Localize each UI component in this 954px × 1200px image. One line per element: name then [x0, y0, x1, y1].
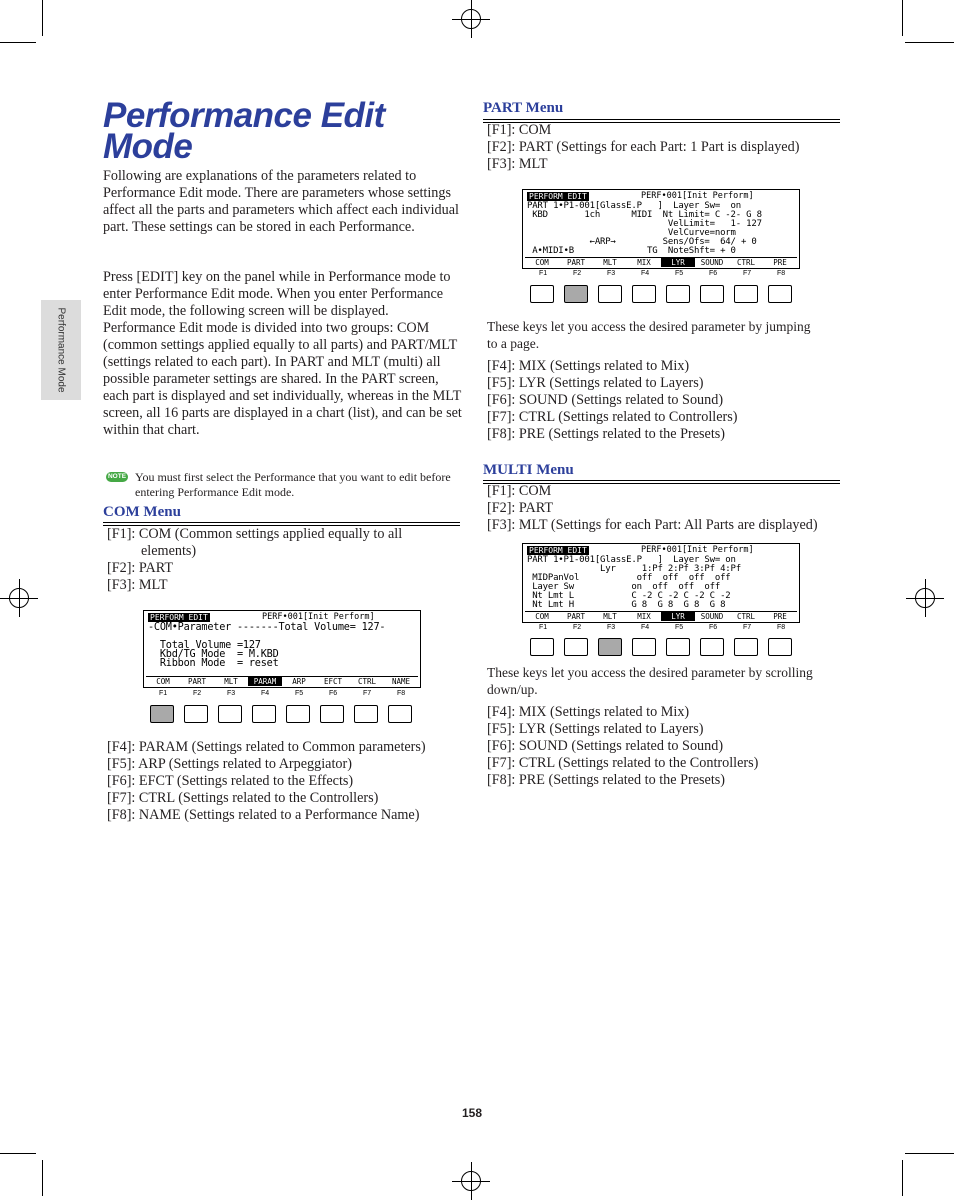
fkey-label: F7	[363, 690, 372, 697]
lcd-row: VelLimit= 1- 127	[527, 219, 762, 229]
list-item: [F4]: PARAM (Settings related to Common parameters)	[107, 739, 426, 755]
fkey-label: F7	[743, 270, 752, 277]
list-item: [F2]: PART	[107, 560, 174, 576]
lcd-row: Layer Sw on off off off	[527, 582, 721, 592]
f6-key[interactable]	[700, 638, 724, 656]
lcd-tab-bar	[525, 257, 797, 267]
f7-key[interactable]	[354, 705, 378, 723]
f5-key[interactable]	[666, 638, 690, 656]
crop-mark	[42, 0, 43, 36]
f3-key[interactable]	[218, 705, 242, 723]
multi-menu-list-top	[487, 483, 847, 534]
list-item: [F8]: PRE (Settings related to the Presets)	[487, 772, 726, 788]
lcd-tab-active: LYR	[661, 612, 695, 621]
f7-key[interactable]	[734, 638, 758, 656]
com-menu-list-top	[107, 526, 457, 594]
lcd-row: Nt Lmt L C -2 C -2 C -2 C -2	[527, 591, 731, 601]
list-item: [F3]: MLT	[487, 156, 548, 172]
list-item: [F8]: NAME (Settings related to a Performance Name)	[107, 807, 420, 823]
note-icon: NOTE	[107, 473, 127, 480]
page-number: 158	[462, 1106, 483, 1120]
list-item: [F1]: COM	[487, 122, 552, 138]
lcd-tab: CTRL	[357, 677, 377, 686]
lcd-tab: MIX	[637, 258, 651, 267]
crop-mark	[905, 42, 954, 43]
lcd-tab-active: PARAM	[248, 677, 282, 686]
f3-key[interactable]	[598, 285, 622, 303]
lcd-tab: COM	[156, 677, 170, 686]
registration-mark	[0, 579, 38, 617]
f8-key[interactable]	[768, 285, 792, 303]
lcd-tab: PRE	[773, 612, 787, 621]
list-item: [F2]: PART	[487, 500, 554, 516]
crop-mark	[0, 1153, 36, 1154]
lcd-row: ←ARP→ Sens/Ofs= 64/ + 0	[527, 237, 757, 247]
list-item: [F1]: COM (Common settings applied equally to all	[107, 526, 403, 542]
crop-mark	[905, 1153, 954, 1154]
f4-key[interactable]	[252, 705, 276, 723]
f8-key[interactable]	[768, 638, 792, 656]
lcd-tab: PART	[566, 258, 586, 267]
lcd-tab: PRE	[773, 258, 787, 267]
f1-key-pressed[interactable]	[150, 705, 174, 723]
f1-key[interactable]	[530, 638, 554, 656]
list-item: [F3]: MLT	[107, 577, 168, 593]
fkey-label: F3	[227, 690, 236, 697]
part-menu-list-top	[487, 122, 842, 173]
list-item: [F6]: SOUND (Settings related to Sound)	[487, 392, 724, 408]
list-item: [F4]: MIX (Settings related to Mix)	[487, 358, 690, 374]
lcd-header: PERFORM EDIT	[150, 613, 208, 622]
fkey-label: F8	[777, 624, 786, 631]
f4-key[interactable]	[632, 638, 656, 656]
lcd-row: -COM•Parameter -------Total Volume= 127-	[148, 622, 386, 633]
crop-mark	[0, 42, 36, 43]
registration-mark	[906, 579, 944, 617]
f7-key[interactable]	[734, 285, 758, 303]
fkey-label: F3	[607, 624, 616, 631]
part-menu-heading: PART Menu	[483, 100, 564, 116]
fkey-label: F2	[573, 624, 582, 631]
lcd-tab: MIX	[637, 612, 651, 621]
multi-menu-list-bottom	[487, 704, 842, 789]
list-item: elements)	[141, 543, 197, 559]
lcd-row: PART 1•P1-001[GlassE.P ] Layer Sw= on	[527, 201, 741, 211]
lcd-perf-name: PERF•001[Init Perform]	[262, 612, 375, 622]
fkey-label: F3	[607, 270, 616, 277]
list-item: [F3]: MLT (Settings for each Part: All Parts are displayed)	[487, 517, 818, 533]
list-item: [F7]: CTRL (Settings related to the Controllers)	[107, 790, 379, 806]
lcd-tab: MLT	[224, 677, 238, 686]
list-item: [F8]: PRE (Settings related to the Presets)	[487, 426, 726, 442]
fkey-label: F6	[329, 690, 338, 697]
list-item: [F6]: SOUND (Settings related to Sound)	[487, 738, 724, 754]
lcd-tab: CTRL	[736, 612, 756, 621]
fkey-label: F6	[709, 270, 718, 277]
lcd-header: PERFORM EDIT	[529, 192, 587, 201]
fkey-label: F5	[675, 624, 684, 631]
f2-key-pressed[interactable]	[564, 285, 588, 303]
part-menu-list-bottom	[487, 358, 842, 443]
page-title: Performance Edit Mode	[103, 96, 385, 166]
fkey-label: F8	[397, 690, 406, 697]
lcd-tab: MLT	[603, 612, 617, 621]
lcd-tab: ARP	[292, 677, 306, 686]
fkey-label: F4	[641, 624, 650, 631]
lcd-header: PERFORM EDIT	[529, 546, 587, 555]
list-item: [F5]: LYR (Settings related to Layers)	[487, 375, 704, 391]
lcd-tab-active: LYR	[661, 258, 695, 267]
multi-menu-heading: MULTI Menu	[483, 462, 574, 478]
multi-menu-caption: These keys let you access the desired parameter by scrolling down/up.	[487, 665, 813, 697]
fkey-label: F1	[539, 624, 548, 631]
list-item: [F5]: LYR (Settings related to Layers)	[487, 721, 704, 737]
com-menu-list-bottom	[107, 739, 467, 824]
lcd-tab-bar	[146, 676, 418, 686]
list-item: [F7]: CTRL (Settings related to the Controllers)	[487, 755, 759, 771]
list-item: [F2]: PART (Settings for each Part: 1 Part is displayed)	[487, 139, 800, 155]
crop-mark	[902, 1160, 903, 1196]
crop-mark	[902, 0, 903, 36]
lcd-tab: CTRL	[736, 258, 756, 267]
list-item: [F1]: COM	[487, 483, 552, 499]
lcd-row: Ribbon Mode = reset	[148, 658, 279, 669]
list-item: [F4]: MIX (Settings related to Mix)	[487, 704, 690, 720]
multi-lcd-screen	[522, 543, 800, 623]
lcd-row: Lyr 1:Pf 2:Pf 3:Pf 4:Pf	[527, 564, 741, 574]
lcd-row: KBD 1ch MIDI Nt Limit= C -2- G 8	[527, 210, 762, 220]
lcd-perf-name: PERF•001[Init Perform]	[641, 191, 754, 201]
list-item: [F7]: CTRL (Settings related to Controllers)	[487, 409, 738, 425]
f2-key[interactable]	[184, 705, 208, 723]
fkey-label: F4	[641, 270, 650, 277]
fkey-label: F1	[539, 270, 548, 277]
lcd-row: Kbd/TG Mode = M.KBD	[148, 649, 279, 660]
part-menu-caption: These keys let you access the desired parameter by jumping to a page.	[487, 319, 811, 351]
note-text: You must first select the Performance that you want to edit before entering Performance Edit mode.	[135, 470, 451, 499]
lcd-tab: NAME	[391, 677, 411, 686]
crop-mark	[42, 1160, 43, 1196]
f1-key[interactable]	[530, 285, 554, 303]
lcd-perf-name: PERF•001[Init Perform]	[641, 545, 754, 555]
com-lcd-screen	[143, 610, 421, 688]
f6-key[interactable]	[700, 285, 724, 303]
side-tab-label: Performance Mode	[55, 307, 67, 393]
fkey-label: F1	[159, 690, 168, 697]
lcd-row: A•MIDI•B TG NoteShft= + 0	[527, 246, 736, 256]
f5-key[interactable]	[666, 285, 690, 303]
lcd-tab: MLT	[603, 258, 617, 267]
f8-key[interactable]	[388, 705, 412, 723]
intro-paragraph-1: Following are explanations of the parameters related to Performance Edit mode. There are parameters whose settings affect all the parts and parameters which affect each individual part. These settings can be stored in each Performance.	[103, 168, 459, 235]
f4-key[interactable]	[632, 285, 656, 303]
lcd-tab: COM	[535, 612, 549, 621]
f2-key[interactable]	[564, 638, 588, 656]
registration-mark	[452, 1162, 490, 1200]
lcd-row: Nt Lmt H G 8 G 8 G 8 G 8	[527, 600, 726, 610]
lcd-tab: SOUND	[700, 612, 724, 621]
lcd-row: VelCurve=norm	[527, 228, 736, 238]
com-menu-heading: COM Menu	[103, 504, 181, 520]
section-rule	[483, 480, 840, 481]
lcd-tab: PART	[187, 677, 207, 686]
f5-key[interactable]	[286, 705, 310, 723]
section-rule	[483, 119, 840, 120]
registration-mark	[452, 0, 490, 38]
lcd-tab: COM	[535, 258, 549, 267]
f6-key[interactable]	[320, 705, 344, 723]
fkey-label: F8	[777, 270, 786, 277]
fkey-label: F5	[675, 270, 684, 277]
section-rule	[103, 522, 460, 523]
lcd-row: MIDPanVol off off off off	[527, 573, 731, 583]
lcd-tab: SOUND	[700, 258, 724, 267]
part-lcd-screen	[522, 189, 800, 269]
fkey-label: F7	[743, 624, 752, 631]
f3-key-pressed[interactable]	[598, 638, 622, 656]
fkey-label: F4	[261, 690, 270, 697]
side-tab	[41, 300, 81, 400]
lcd-tab-bar	[525, 611, 797, 621]
lcd-tab: PART	[566, 612, 586, 621]
lcd-row: PART 1•P1-001[GlassE.P ] Layer Sw= on	[527, 555, 736, 565]
list-item: [F6]: EFCT (Settings related to the Effects)	[107, 773, 354, 789]
fkey-label: F2	[573, 270, 582, 277]
list-item: [F5]: ARP (Settings related to Arpeggiator)	[107, 756, 352, 772]
lcd-row: Total Volume =127	[148, 640, 261, 651]
fkey-label: F2	[193, 690, 202, 697]
intro-paragraph-2: Press [EDIT] key on the panel while in Performance mode to enter Performance Edit mode. When you enter Performance Edit mode, the following screen will be displayed. Performance Edit mode is divided into two groups: COM (common settings applied equally to all parts) and PART/MLT (settings related to each part). In PART and MLT (multi) all possible parameter settings are shared. In the PART screen, each part is displayed and set individually, whereas in the MLT screen, all 16 parts are displayed in a chart (list), and can be set within that chart.	[103, 269, 462, 438]
fkey-label: F6	[709, 624, 718, 631]
lcd-tab: EFCT	[323, 677, 343, 686]
fkey-label: F5	[295, 690, 304, 697]
